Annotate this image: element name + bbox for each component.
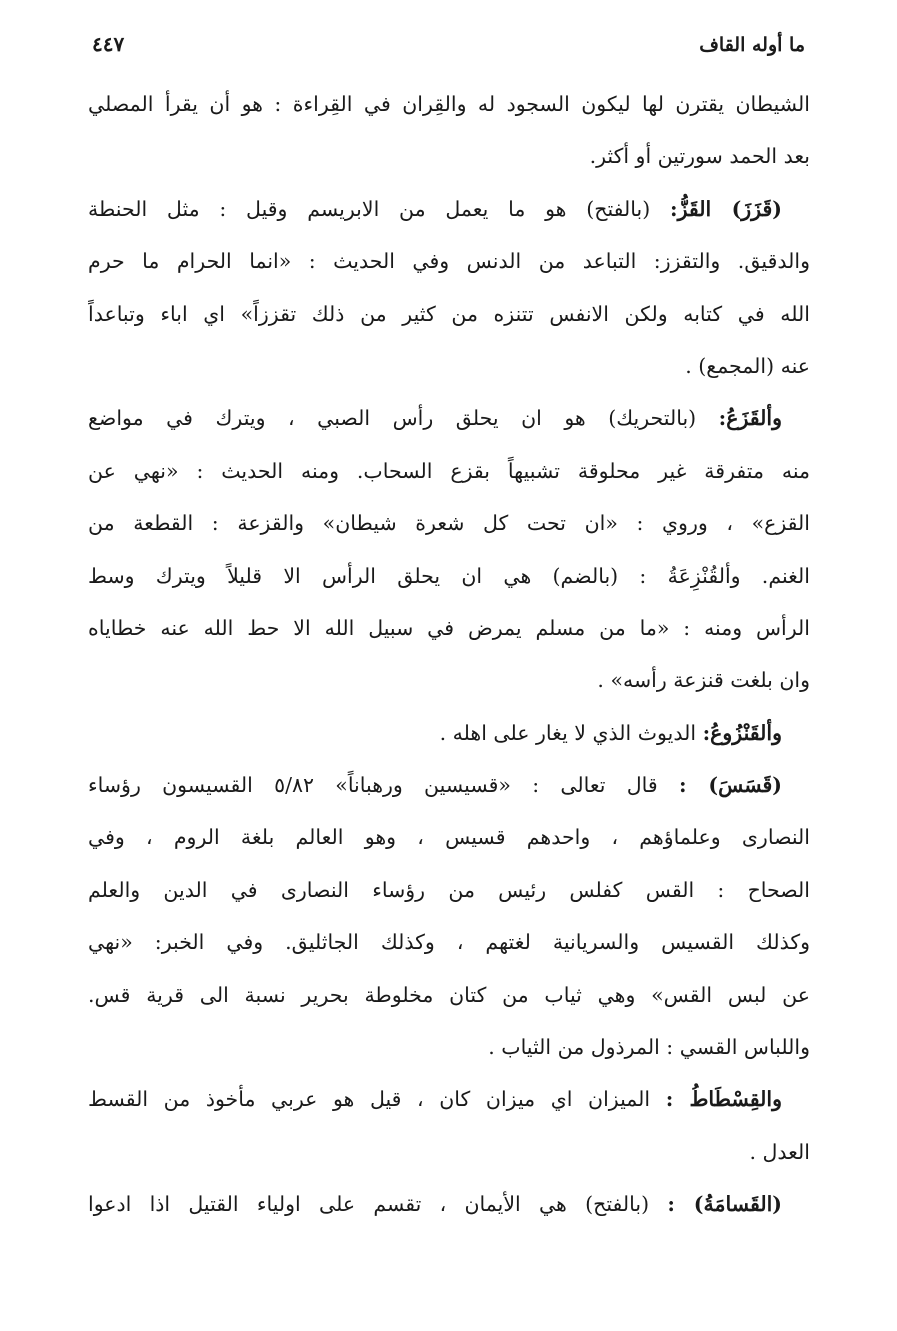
text-line xyxy=(88,445,810,497)
text-line xyxy=(88,392,810,444)
text-line xyxy=(88,78,810,130)
line-text: (بالتحريك) هو ان يحلق رأس الصبي ، ويترك في مواضع xyxy=(88,406,719,431)
line-text: عنه (المجمع) . xyxy=(685,353,810,378)
text-line xyxy=(88,288,810,340)
line-text: الصحاح : القس كفلس رئيس من رؤساء النصارى في الدين والعلم xyxy=(88,877,810,902)
entry-headword: وألقَنْزُوعُ: xyxy=(702,720,782,745)
running-head xyxy=(92,34,805,66)
text-line xyxy=(88,969,810,1021)
line-text: (بالفتح) هي الأيمان ، تقسم على اولياء القتيل اذا ادعوا xyxy=(88,1192,668,1217)
text-line xyxy=(88,497,810,549)
text-line xyxy=(88,707,810,759)
text-line xyxy=(88,759,810,811)
line-text: وكذلك القسيس والسريانية لغتهم ، وكذلك الجاثليق. وفي الخبر: «نهي xyxy=(88,930,810,955)
line-text: الله في كتابه ولكن الانفس تتنزه من كثير من ذلك تقززاً» اي اباء وتباعداً xyxy=(88,301,810,326)
entry-headword: (قَسَسَ) : xyxy=(678,773,782,798)
text-line xyxy=(88,130,810,182)
text-line xyxy=(88,654,810,706)
line-text: الغنم. وألقُنْزِعَةُ : (بالضم) هي ان يحلق الرأس الا قليلاً ويترك وسط xyxy=(88,563,810,588)
line-text: الميزان اي ميزان كان ، قيل هو عربي مأخوذ من القسط xyxy=(88,1087,666,1112)
page-number: ٤٤٧ xyxy=(92,32,125,56)
text-line xyxy=(88,1126,810,1178)
line-text: عن لبس القس» وهي ثياب من كتان مخلوطة بحرير نسبة الى قرية قس. xyxy=(88,982,810,1007)
text-line xyxy=(88,916,810,968)
line-text: (بالفتح) هو ما يعمل من الابريسم وقيل : مثل الحنطة xyxy=(88,196,670,221)
line-text: والدقيق. والتقزز: التباعد من الدنس وفي الحديث : «انما الحرام ما حرم xyxy=(88,249,810,274)
line-text: الشيطان يقترن لها ليكون السجود له والقِران في القِراءة : هو أن يقرأ المصلي xyxy=(88,92,810,116)
text-line xyxy=(88,864,810,916)
text-line xyxy=(88,340,810,392)
entry-headword: والقِسْطَاطُ : xyxy=(665,1087,782,1112)
line-text: العدل . xyxy=(749,1139,810,1164)
body-text xyxy=(88,78,810,1231)
line-text: وان بلغت قنزعة رأسه» . xyxy=(597,668,810,693)
line-text: القزع» ، وروي : «ان تحت كل شعرة شيطان» والقزعة : القطعة من xyxy=(88,511,810,536)
text-line xyxy=(88,602,810,654)
line-text: بعد الحمد سورتين أو أكثر. xyxy=(589,144,810,169)
line-text: واللباس القسي : المرذول من الثياب . xyxy=(488,1035,810,1060)
text-line xyxy=(88,235,810,287)
line-text: الرأس ومنه : «ما من مسلم يمرض في سبيل الله الا حط الله عنه خطاياه xyxy=(88,615,810,640)
text-line xyxy=(88,1021,810,1073)
text-line xyxy=(88,183,810,235)
entry-headword: (قَزَزَ) القَزُّ: xyxy=(670,196,782,221)
entry-headword: (القَسامَةُ) : xyxy=(667,1192,782,1217)
running-title: ما أوله القاف xyxy=(699,34,805,56)
text-line xyxy=(88,811,810,863)
text-line xyxy=(88,550,810,602)
entry-headword: وألقَزَعُ: xyxy=(718,406,782,431)
text-line xyxy=(88,1178,810,1230)
text-line xyxy=(88,1073,810,1125)
line-text: منه متفرقة غير محلوقة تشبيهاً بقزع السحاب. ومنه الحديث : «نهي عن xyxy=(88,458,810,483)
line-text: النصارى وعلماؤهم ، واحدهم قسيس ، وهو العالم بلغة الروم ، وفي xyxy=(88,825,810,850)
line-text: الديوث الذي لا يغار على اهله . xyxy=(439,720,703,745)
line-text: قال تعالى : «قسيسين ورهباناً» ٥/٨٢ القسيسون رؤساء xyxy=(88,773,679,798)
